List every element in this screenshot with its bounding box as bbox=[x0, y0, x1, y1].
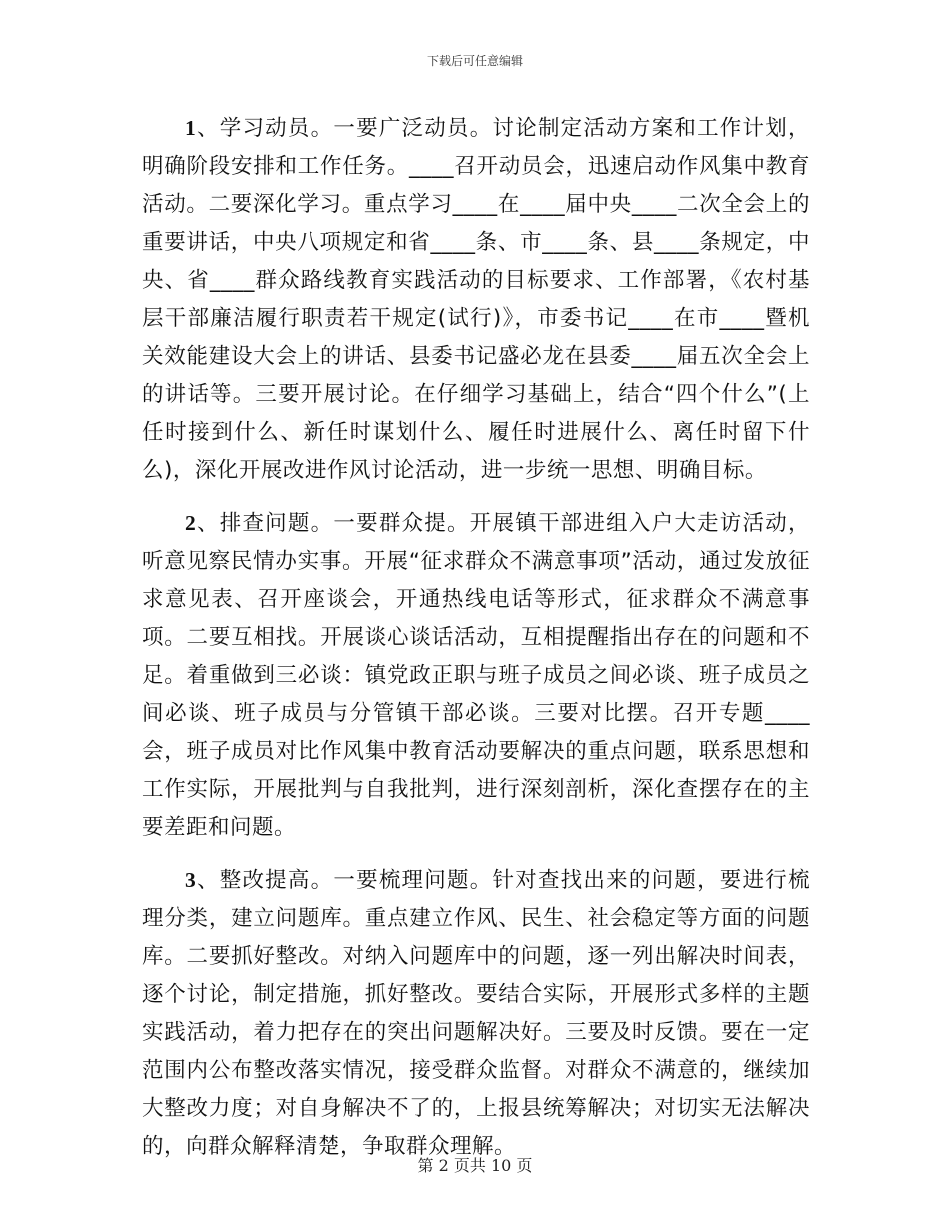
paragraph-text: 、学习动员。一要广泛动员。讨论制定活动方案和工作计划，明确阶段安排和工作任务。____召开动员会，迅速启动作风集中教育活动。二要深化学习。重点学习____在____届中央____二次全会上的重要讲话，中央八项规定和省____条、市____条、县____条规定，中央、省____群众路线教育实践活动的目标要求、工作部署，《农村基层干部廉洁履行职责若干规定(试行)》，市委书记____在市____暨机关效能建设大会上的讲话、县委书记盛必龙在县委____届五次全会上的讲话等。三要开展讨论。在仔细学习基础上，结合“四个什么”(上任时接到什么、新任时谋划什么、履任时进展什么、离任时留下什么)，深化开展改进作风讨论活动，进一步统一思想、明确目标。 bbox=[142, 116, 810, 483]
paragraph-text: 、整改提高。一要梳理问题。针对查找出来的问题，要进行梳理分类，建立问题库。重点建立作风、民生、社会稳定等方面的问题库。二要抓好整改。对纳入问题库中的问题，逐一列出解决时间表，逐个讨论，制定措施，抓好整改。要结合实际，开展形式多样的主题实践活动，着力把存在的突出问题解决好。三要及时反馈。要在一定范围内公布整改落实情况，接受群众监督。对群众不满意的，继续加大整改力度；对自身解决不了的，上报县统筹解决；对切实无法解决的，向群众解释清楚，争取群众理解。 bbox=[142, 868, 810, 1159]
paragraph-1 bbox=[142, 109, 810, 490]
document-body bbox=[142, 109, 810, 1180]
paragraph-number: 2 bbox=[185, 511, 197, 535]
paragraph-2 bbox=[142, 504, 810, 847]
page-footer: 第 2 页共 10 页 bbox=[417, 1156, 533, 1175]
page-header: 下载后可任意编辑 bbox=[426, 54, 523, 68]
paragraph-number: 1 bbox=[185, 116, 197, 140]
paragraph-number: 3 bbox=[185, 868, 197, 892]
paragraph-text: 、排查问题。一要群众提。开展镇干部进组入户大走访活动，听意见察民情办实事。开展“征求群众不满意事项”活动，通过发放征求意见表、召开座谈会，开通热线电话等形式，征求群众不满意事项。二要互相找。开展谈心谈话活动，互相提醒指出存在的问题和不足。着重做到三必谈：镇党政正职与班子成员之间必谈、班子成员之间必谈、班子成员与分管镇干部必谈。三要对比摆。召开专题____会，班子成员对比作风集中教育活动要解决的重点问题，联系思想和工作实际，开展批判与自我批判，进行深刻剖析，深化查摆存在的主要差距和问题。 bbox=[142, 511, 810, 840]
paragraph-3 bbox=[142, 861, 810, 1166]
